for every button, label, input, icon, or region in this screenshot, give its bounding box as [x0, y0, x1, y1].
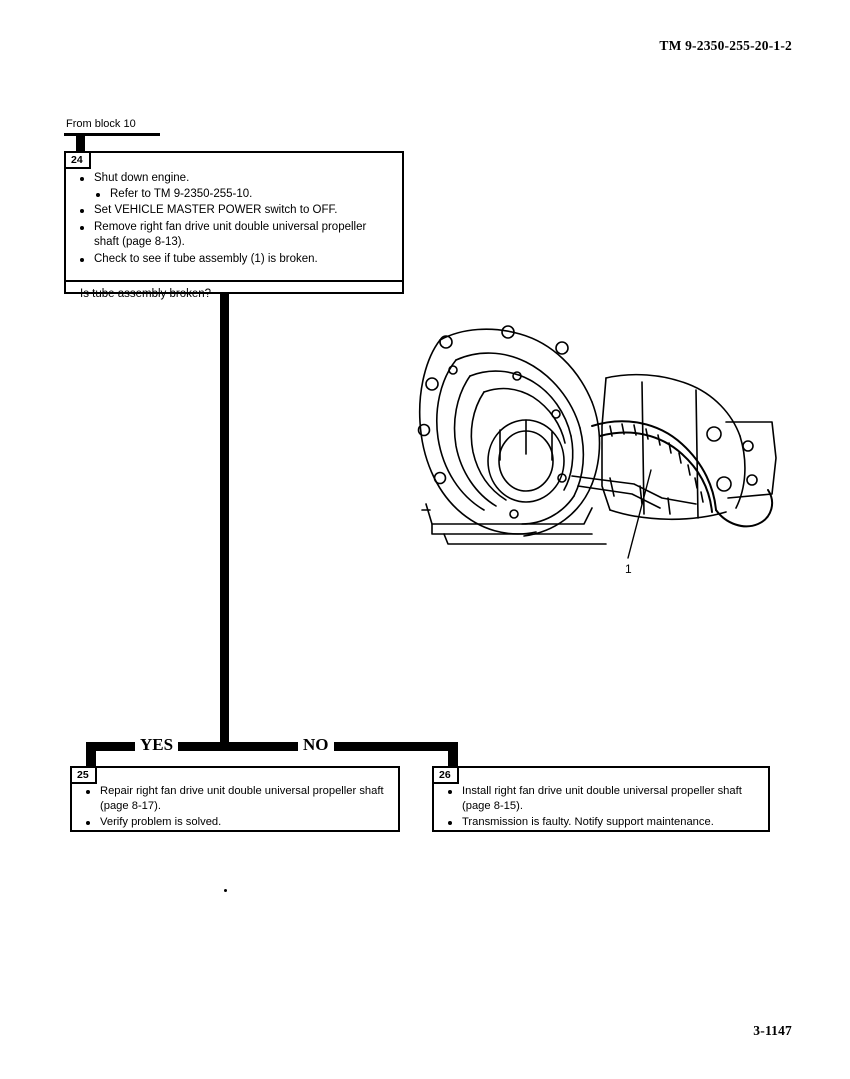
- figure-number: 3-1147: [753, 1023, 792, 1038]
- page-speck: [224, 889, 227, 892]
- list-item: [84, 815, 390, 830]
- step-text: Transmission is faulty. Notify support maintenance.: [462, 816, 714, 828]
- step-text: Install right fan drive unit double universal propeller shaft (page 8-15).: [462, 785, 742, 812]
- step-text: Repair right fan drive unit double universal propeller shaft (page 8-17).: [100, 785, 384, 812]
- step-text: Shut down engine.: [94, 172, 190, 184]
- branch-label-yes: YES: [135, 736, 178, 753]
- connector-stub-block-26: [448, 742, 458, 766]
- flowchart-block-24: [64, 151, 404, 300]
- list-item: [446, 784, 760, 814]
- list-item: [78, 220, 392, 251]
- step-text: Set VEHICLE MASTER POWER switch to OFF.: [94, 204, 338, 216]
- block-number-24: 24: [66, 153, 91, 169]
- branch-label-no: NO: [298, 736, 334, 753]
- document-number: TM 9-2350-255-20-1-2: [659, 38, 792, 53]
- block-number-26: 26: [434, 768, 459, 784]
- flowchart-block-25: [70, 766, 400, 832]
- from-block-stub: [76, 133, 85, 151]
- connector-stub-block-25: [86, 742, 96, 766]
- flowchart-block-26: [432, 766, 770, 832]
- step-text: Check to see if tube assembly (1) is broken.: [94, 252, 318, 265]
- block-24-steps: [78, 171, 392, 267]
- list-item: [78, 203, 392, 219]
- list-item: [78, 171, 392, 202]
- block-26-body: [434, 768, 768, 839]
- block-25-body: [72, 768, 398, 839]
- block-number-25: 25: [72, 768, 97, 784]
- step-text: Verify problem is solved.: [100, 816, 222, 828]
- list-item: [446, 815, 760, 830]
- fan-drive-unit-illustration: [396, 318, 796, 608]
- block-25-steps: [84, 784, 390, 830]
- block-24-body: [66, 153, 402, 274]
- block-24-question: Is tube assembly broken?: [80, 288, 212, 300]
- connector-vertical-main: [220, 294, 229, 746]
- from-block-label: From block 10: [66, 118, 136, 130]
- block-26-steps: [446, 784, 760, 830]
- list-item: [94, 187, 392, 203]
- list-item: [78, 252, 392, 268]
- substep-text: Refer to TM 9-2350-255-10.: [110, 187, 253, 200]
- step-text: Remove right fan drive unit double universal propeller shaft (page 8-13).: [94, 220, 367, 248]
- block-24-substeps: [94, 187, 392, 203]
- callout-label-1: 1: [625, 562, 632, 576]
- list-item: [84, 784, 390, 814]
